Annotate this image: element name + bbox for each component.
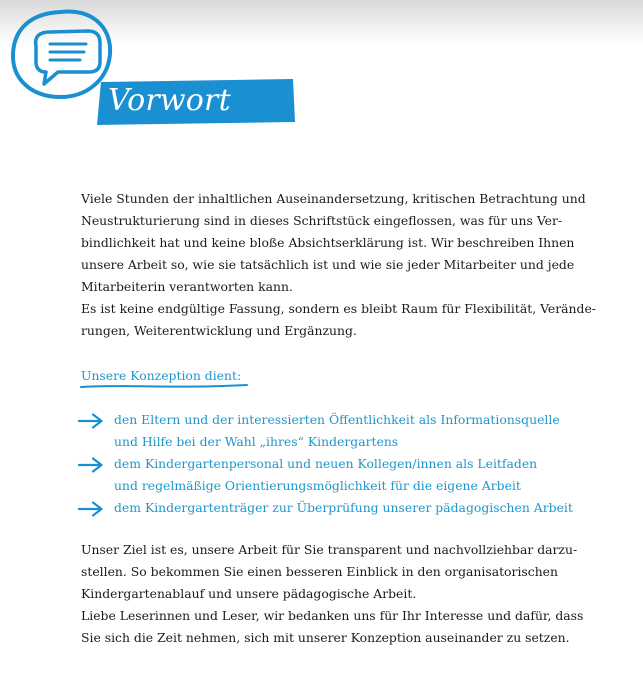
intro-paragraph: [81, 188, 621, 342]
heading-underline: [79, 381, 249, 391]
closing-line: stellen. So bekommen Sie einen besseren Einblick in den organisatorischen: [81, 564, 558, 579]
intro-line: rungen, Weiterentwicklung und Ergänzung.: [81, 323, 357, 338]
intro-line: Es ist keine endgültige Fassung, sondern es bleibt Raum für Flexibilität, Verände-: [81, 301, 596, 316]
intro-line: Neustrukturierung sind in dieses Schriftstück eingeflossen, was für uns Ver-: [81, 213, 563, 228]
intro-line: Mitarbeiterin verantworten kann.: [81, 279, 293, 294]
list-item-text: und Hilfe bei der Wahl „ihres“ Kindergartens: [114, 434, 399, 449]
list-item-text: den Eltern und der interessierten Öffentlichkeit als Informationsquelle: [114, 412, 560, 427]
closing-line: Sie sich die Zeit nehmen, sich mit unserer Konzeption auseinander zu setzen.: [81, 630, 570, 645]
list-item: [78, 409, 618, 453]
list-item-text: dem Kindergartenträger zur Überprüfung unserer pädagogischen Arbeit: [114, 500, 573, 515]
intro-line: unsere Arbeit so, wie sie tatsächlich ist und wie sie jeder Mitarbeiter und jede: [81, 257, 575, 272]
arrow-right-icon: [78, 457, 104, 473]
list-item: [78, 453, 618, 497]
purpose-heading: Unsere Konzeption dient:: [81, 368, 242, 383]
list-item-text: und regelmäßige Orientierungsmöglichkeit für die eigene Arbeit: [114, 478, 521, 493]
list-item: [78, 497, 618, 519]
arrow-right-icon: [78, 413, 104, 429]
closing-paragraph: [81, 539, 621, 649]
closing-line: Unser Ziel ist es, unsere Arbeit für Sie transparent und nachvollziehbar darzu-: [81, 542, 578, 557]
list-item-text: dem Kindergartenpersonal und neuen Kollegen/innen als Leitfaden: [114, 456, 538, 471]
intro-line: bindlichkeit hat und keine bloße Absichtserklärung ist. Wir beschreiben Ihnen: [81, 235, 575, 250]
intro-line: Viele Stunden der inhaltlichen Auseinandersetzung, kritischen Betrachtung und: [81, 191, 586, 206]
purpose-list: [78, 409, 618, 519]
closing-line: Kindergartenablauf und unsere pädagogische Arbeit.: [81, 586, 417, 601]
arrow-right-icon: [78, 501, 104, 517]
page-title: Vorwort: [108, 83, 231, 118]
closing-line: Liebe Leserinnen und Leser, wir bedanken uns für Ihr Interesse und dafür, dass: [81, 608, 584, 623]
